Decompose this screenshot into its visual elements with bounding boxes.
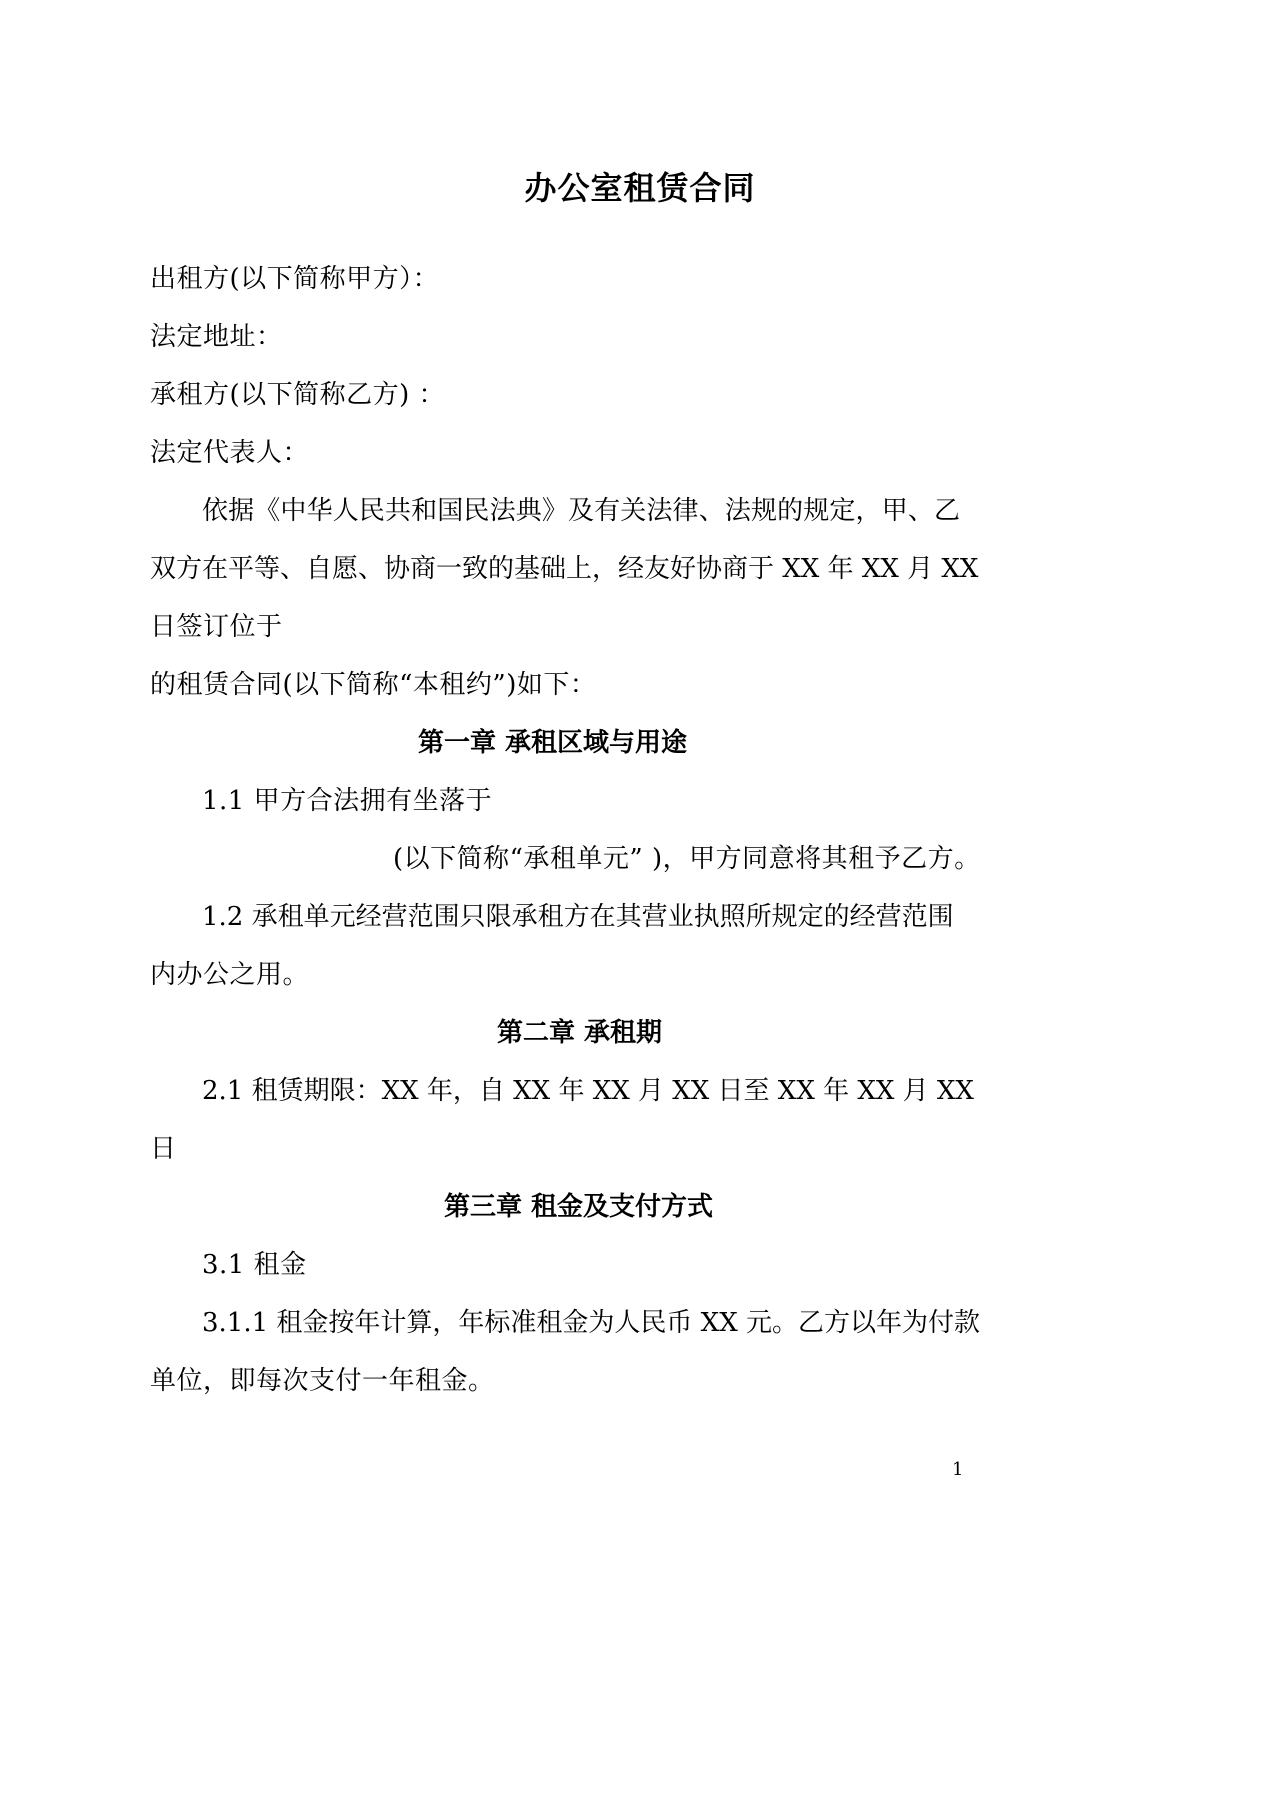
document-title: 办公室租赁合同	[524, 169, 756, 207]
clause-3-1-1-line-2: 单位，即每次支付一年租金。	[150, 1366, 495, 1396]
clause-3-1-heading: 3.1 租金	[202, 1250, 307, 1280]
preamble-line-1: 依据《中华人民共和国民法典》及有关法律、法规的规定，甲、乙	[202, 496, 960, 526]
legal-representative-label: 法定代表人：	[150, 438, 310, 468]
clause-2-1-line-2: 日	[150, 1134, 177, 1164]
preamble-line-3: 日签订位于	[150, 612, 283, 642]
chapter-1-heading: 第一章 承租区域与用途	[418, 728, 688, 758]
preamble-line-4: 的租赁合同(以下简称“本租约”)如下：	[150, 670, 597, 700]
chapter-2-heading: 第二章 承租期	[497, 1018, 663, 1048]
clause-1-2-line-1: 1.2 承租单元经营范围只限承租方在其营业执照所规定的经营范围	[202, 902, 954, 932]
chapter-3-heading: 第三章 租金及支付方式	[444, 1192, 714, 1222]
clause-2-1-line-1: 2.1 租赁期限：XX 年，自 XX 年 XX 月 XX 日至 XX 年 XX 月 XX	[202, 1076, 974, 1106]
clause-1-1-line-2: (以下简称“承租单元” )，甲方同意将其租予乙方。	[393, 844, 981, 874]
lessee-label: 承租方(以下简称乙方) ：	[150, 380, 446, 410]
clause-1-2-line-2: 内办公之用。	[150, 960, 310, 990]
lessor-label: 出租方(以下简称甲方）：	[150, 264, 440, 294]
preamble-line-2: 双方在平等、自愿、协商一致的基础上，经友好协商于 XX 年 XX 月 XX	[150, 554, 979, 584]
clause-1-1-line-1: 1.1 甲方合法拥有坐落于	[202, 786, 493, 816]
page-number: 1	[952, 1459, 964, 1480]
clause-3-1-1-line-1: 3.1.1 租金按年计算，年标准租金为人民币 XX 元。乙方以年为付款	[202, 1308, 980, 1338]
legal-address-label: 法定地址：	[150, 322, 283, 352]
